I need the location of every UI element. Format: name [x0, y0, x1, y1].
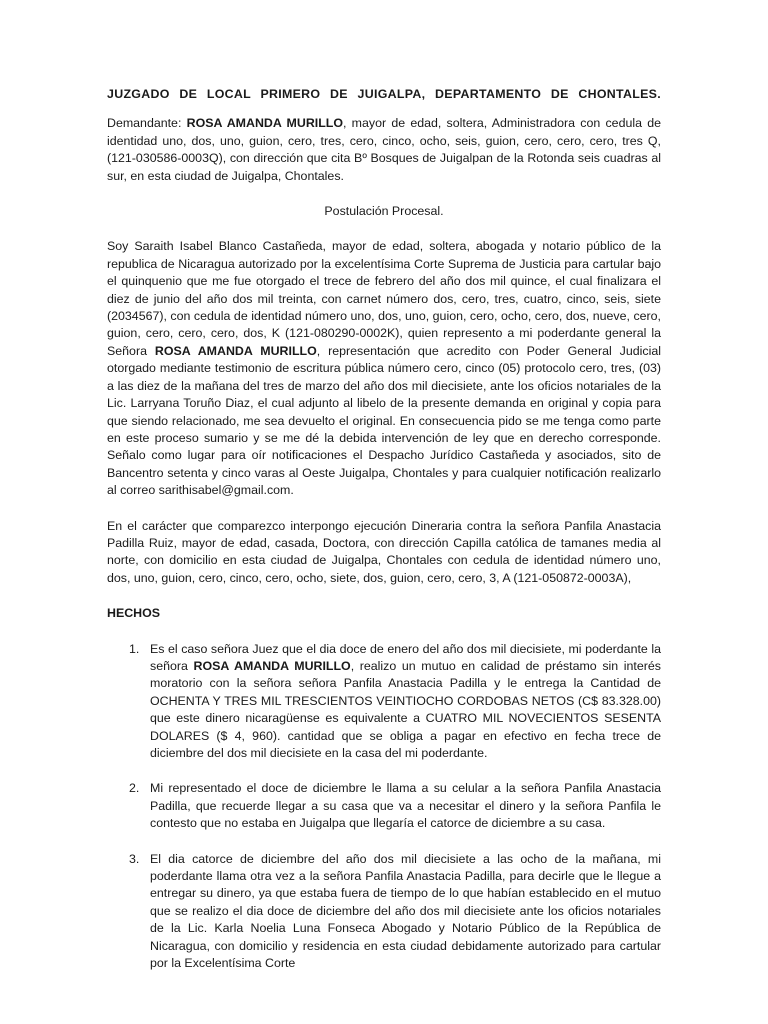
hecho-text-post: , realizo un mutuo en calidad de préstamo sin interés moratorio con la señora señora Panfila Anastacia Padilla y le entrega la Cantidad de OCHENTA Y TRES MIL TRESCIENTOS VEINTIOCHO CORDOBAS NETOS (C$ 83.328.00) que este dinero nicaragüense es equivalente a CUATRO MIL NOVECIENTOS SESENTA DOLARES ($ 4, 960). cantidad que se obliga a pagar en efectivo en fecha trece de diciembre del dos mil diecisiete en la casa del mi poderdante. — [150, 658, 661, 760]
postulacion-text-1: Soy Saraith Isabel Blanco Castañeda, mayor de edad, soltera, abogada y notario público de la republica de Nicaragua autorizado por la excelentísima Corte Suprema de Justicia para cartular bajo el quinquenio que me fue otorgado el trece de febrero del año dos mil quince, el cual finalizara el diez de junio del año dos mil treinta, con carnet número dos, cero, tres, cuatro, cinco, seis, siete (2034567), con cedula de identidad número uno, dos, uno, guion, cero, ocho, cero, dos, nueve, cero, guion, cero, cero, cero, dos, K (121-080290-0002K), quien represento a mi poderdante general la Señora — [107, 239, 661, 358]
hecho-number: 1. — [129, 641, 140, 656]
postulacion-text-2: , representación que acredito con Poder General Judicial otorgado mediante testimonio de escritura pública número cero, cinco (05) protocolo cero, tres, (03) a las diez de la mañana del tres de marzo del año dos mil diecisiete, ante los oficios notariales de la Lic. Larryana Toruño Diaz, el cual adjunto al libelo de la presente demanda en original y copia para que siendo relacionado, me sea devuelto el original. En consecuencia pido se me tenga como parte en este proceso sumario y se me dé la debida intervención de ley que en derecho corresponde. Señalo como lugar para oír notificaciones el Despacho Jurídico Castañeda y asociados, sito de Bancentro setenta y cinco varas al Oeste Juigalpa, Chontales y para cualquier notificación realizarlo al correo sarithisabel@gmail.com. — [107, 343, 661, 498]
plaintiff-details: , mayor de edad, soltera, Administradora con cedula de identidad uno, dos, uno, guion, cero, tres, cero, cinco, ocho, seis, guion, cero, cero, cero, tres Q, (121-030586-0003Q), con dirección que cita Bº Bosques de Juigalpan de la Rotonda seis cuadras al sur, en esta ciudad de Juigalpa, Chontales. — [107, 116, 661, 183]
hecho-text-pre: Mi representado el doce de diciembre le llama a su celular a la señora Panfila Anastacia Padilla, que recuerde llegar a su casa que va a necesitar el dinero y la señora Panfila le contesto que no estaba en Juigalpa que llegaría el catorce de diciembre a su casa. — [150, 781, 661, 831]
hecho-number: 2. — [129, 781, 140, 796]
hecho-item — [107, 641, 661, 763]
hecho-text — [150, 780, 661, 832]
hecho-text-pre: Es el caso señora Juez que el dia doce de enero del año dos mil diecisiete, mi poderdante la señora — [150, 641, 661, 673]
plaintiff-name: ROSA AMANDA MURILLO — [186, 116, 343, 131]
postulacion-paragraph — [107, 238, 661, 499]
hecho-item — [107, 780, 661, 832]
hecho-text — [150, 851, 661, 973]
hecho-text-bold: ROSA AMANDA MURILLO — [193, 658, 351, 673]
hecho-text — [150, 641, 661, 763]
court-heading: JUZGADO DE LOCAL PRIMERO DE JUIGALPA, DEPARTAMENTO DE CHONTALES. — [107, 87, 661, 101]
hechos-list — [107, 641, 661, 973]
hecho-text-pre: El dia catorce de diciembre del año dos mil diecisiete a las ocho de la mañana, mi poderdante llama otra vez a la señora Panfila Anastacia Padilla, para decirle que le llegue a entregar su dinero, ya que estaba fuera de tiempo de lo que habían establecido en el mutuo que se realizo el dia doce de diciembre del año dos mil diecisiete ante los oficios notariales de la Lic. Karla Noelia Luna Fonseca Abogado y Notario Público de la República de Nicaragua, con domicilio y residencia en esta ciudad debidamente autorizado para cartular por la Excelentísima Corte — [150, 851, 661, 971]
postulacion-title: Postulación Procesal. — [324, 204, 444, 219]
plaintiff-label: Demandante: — [107, 116, 187, 131]
hecho-item — [107, 851, 661, 973]
plaintiff-paragraph — [107, 115, 661, 185]
hechos-title: HECHOS — [107, 606, 161, 621]
postulacion-client-name: ROSA AMANDA MURILLO — [154, 343, 317, 358]
ejecucion-paragraph: En el carácter que comparezco interpongo ejecución Dineraria contra la señora Panfila Anastacia Padilla Ruiz, mayor de edad, casada, Doctora, con dirección Capilla católica de tamanes media al norte, con domicilio en esta ciudad de Juigalpa, Chontales con cedula de identidad número uno, dos, uno, guion, cero, cinco, cero, ocho, siete, dos, guion, cero, cero, 3, A (121-050872-0003A), — [107, 518, 661, 585]
hecho-number: 3. — [129, 851, 140, 866]
